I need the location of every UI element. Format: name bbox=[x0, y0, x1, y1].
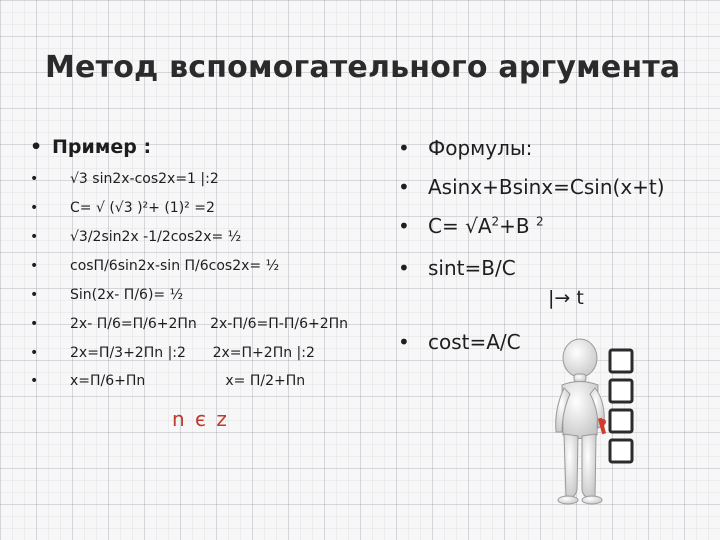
checkbox-icon bbox=[610, 410, 632, 432]
bullet-dot: • bbox=[30, 258, 39, 274]
formula-exponent: 2 bbox=[491, 214, 500, 229]
bullet-dot: • bbox=[398, 136, 410, 160]
person-figure-icon bbox=[556, 339, 605, 504]
formula-text bbox=[428, 214, 544, 238]
formula-text: Asinx+Bsinx=Csin(x+t) bbox=[428, 175, 665, 199]
bullet-dot: • bbox=[30, 316, 39, 332]
formula-text: sint=B/C bbox=[428, 256, 516, 280]
bullet-dot: • bbox=[30, 200, 39, 216]
bullet-dot: • bbox=[30, 136, 43, 158]
step-text: x=П/6+Пn x= П/2+Пn bbox=[70, 373, 306, 389]
step-text: 2x=П/3+2Пn |:2 2x=П+2Пn |:2 bbox=[70, 345, 315, 361]
formula-part: C= √A bbox=[428, 214, 492, 238]
formula-exponent: 2 bbox=[536, 214, 544, 229]
stick-figure-checklist-illustration bbox=[548, 330, 720, 530]
bullet-dot: • bbox=[398, 256, 410, 280]
step-text: Sin(2x- П/6)= ½ bbox=[70, 287, 184, 303]
bullet-dot: • bbox=[398, 214, 410, 238]
step-text: C= √ (√3 )²+ (1)² =2 bbox=[70, 200, 215, 216]
step-text: cosП/6sin2x-sin П/6cos2x= ½ bbox=[70, 258, 280, 274]
example-heading-label: Пример : bbox=[52, 136, 152, 158]
checkbox-icon bbox=[610, 380, 632, 402]
checkbox-icon bbox=[610, 440, 632, 462]
step-text: √3/2sin2x -1/2cos2x= ½ bbox=[70, 229, 242, 245]
bullet-dot: • bbox=[30, 287, 39, 303]
formulas-heading-label: Формулы: bbox=[428, 136, 533, 160]
bullet-dot: • bbox=[30, 373, 39, 389]
checklist-boxes bbox=[610, 350, 632, 462]
formula-part: +B bbox=[499, 214, 530, 238]
formula-text: cost=A/C bbox=[428, 330, 521, 354]
bullet-dot: • bbox=[30, 345, 39, 361]
bullet-dot: • bbox=[30, 171, 39, 187]
slide-title: Метод вспомогательного аргумента bbox=[45, 50, 681, 85]
step-text: √3 sin2x-cos2x=1 |:2 bbox=[70, 171, 219, 187]
bullet-dot: • bbox=[398, 330, 410, 354]
checkbox-icon bbox=[610, 350, 632, 372]
n-in-z-note: n є z bbox=[172, 407, 229, 431]
bullet-dot: • bbox=[398, 175, 410, 199]
maps-to-t-note: |→ t bbox=[548, 287, 584, 309]
bullet-dot: • bbox=[30, 229, 39, 245]
step-text: 2x- П/6=П/6+2Пn 2x-П/6=П-П/6+2Пn bbox=[70, 316, 349, 332]
